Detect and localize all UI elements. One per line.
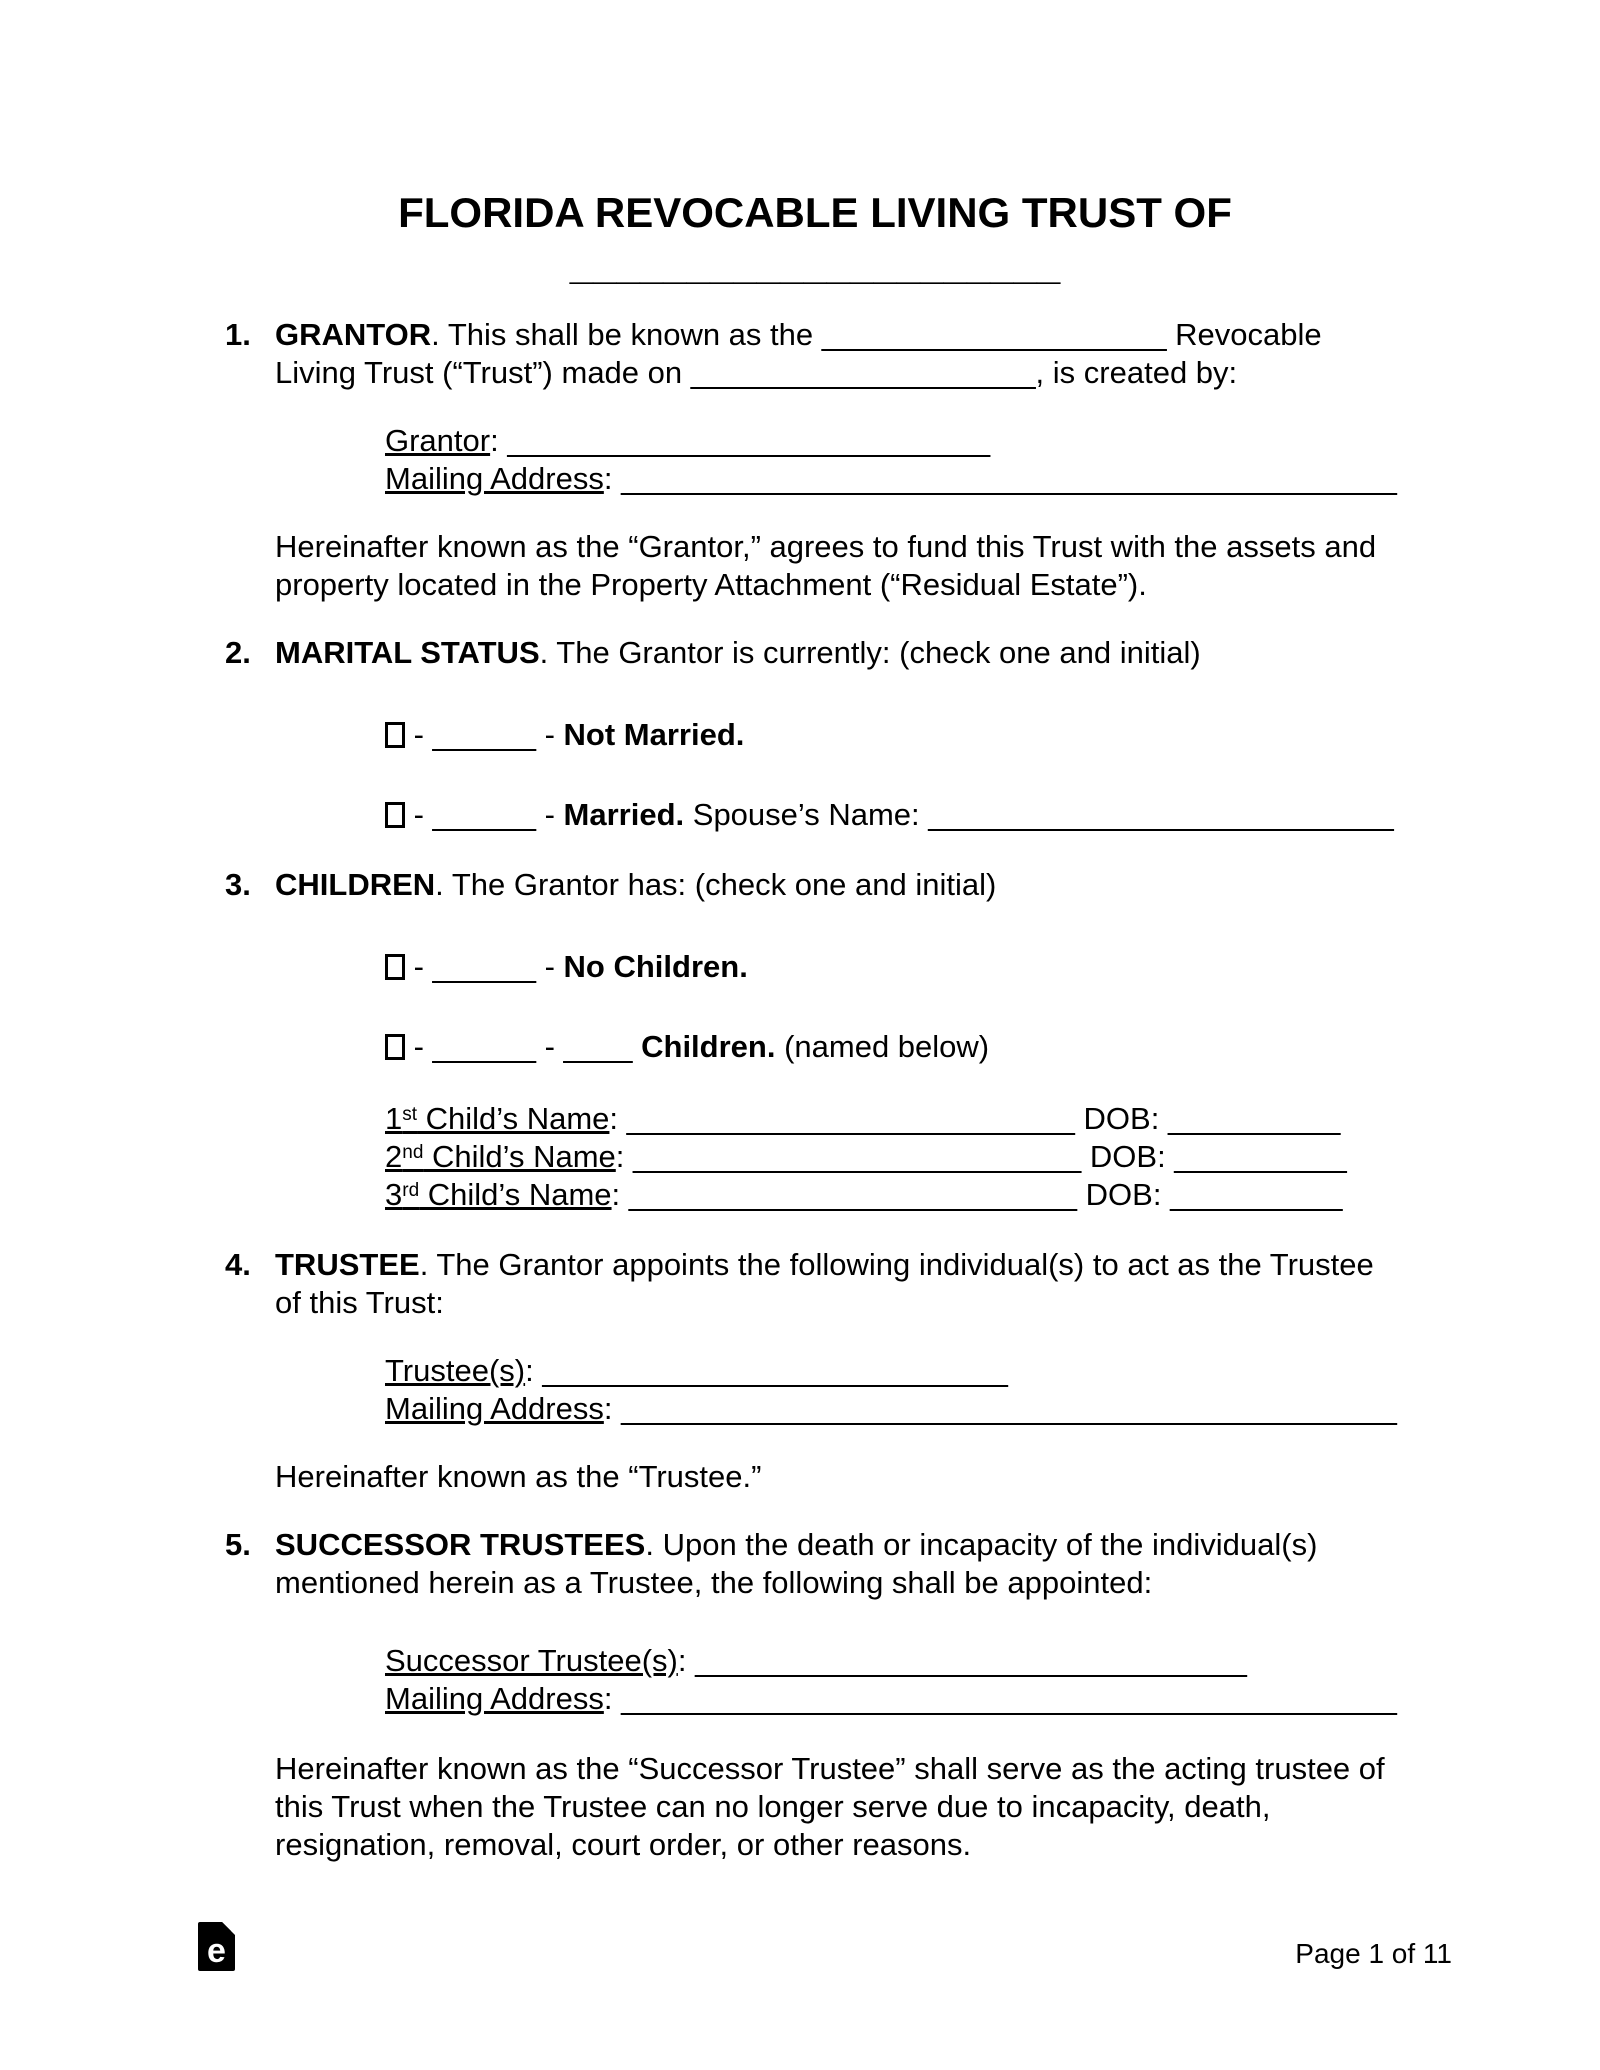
eforms-logo — [198, 1922, 235, 1971]
section-1-text-line2[interactable]: Living Trust (“Trust”) made on ____________________, is created by: — [275, 355, 1238, 390]
section-4-text-line2: of this Trust: — [275, 1285, 444, 1320]
grantor-note-line2: property located in the Property Attachment (“Residual Estate”). — [275, 567, 1147, 602]
successor-trustee-label: Successor Trustee(s) — [385, 1643, 678, 1678]
section-5-heading: SUCCESSOR TRUSTEES — [275, 1527, 646, 1562]
child-3-dob-blank[interactable]: __________ — [1170, 1177, 1343, 1212]
section-1-text-line1[interactable]: . This shall be known as the ____________________ Revocable — [431, 317, 1322, 352]
section-1-grantor — [225, 316, 1405, 392]
child-2-name-blank[interactable]: __________________________ — [633, 1139, 1082, 1174]
child-3-name-blank[interactable]: __________________________ — [628, 1177, 1078, 1212]
trustee-label: Trustee(s) — [385, 1353, 526, 1388]
trustee-mailing-label: Mailing Address — [385, 1391, 604, 1426]
child-2-dob-blank[interactable]: __________ — [1174, 1139, 1347, 1174]
trustee-fields — [385, 1352, 1405, 1428]
child-3-label: 3rd Child’s Name — [385, 1177, 612, 1212]
page-fold-flap-icon — [222, 1922, 231, 1931]
section-4-trustee — [225, 1246, 1405, 1322]
trustee-field-row — [385, 1352, 1405, 1390]
married-label: Married. — [563, 797, 685, 832]
title-blank-line[interactable]: _____________________ — [569, 241, 1061, 288]
section-3-number: 3. — [225, 867, 251, 902]
child-1-name-blank[interactable]: __________________________ — [626, 1101, 1075, 1136]
section-4-heading: TRUSTEE — [275, 1247, 420, 1282]
option-married — [385, 796, 1405, 834]
section-1-heading: GRANTOR — [275, 317, 432, 352]
trustee-colon: : — [525, 1353, 543, 1388]
section-3-text: . The Grantor has: (check one and initial) — [435, 867, 997, 902]
children-name-rows — [385, 1100, 1405, 1214]
child-2-dob-label: DOB: — [1081, 1139, 1175, 1174]
child-3-dob-label: DOB: — [1077, 1177, 1171, 1212]
section-2-heading: MARITAL STATUS — [275, 635, 540, 670]
child-2-label: 2nd Child’s Name — [385, 1139, 616, 1174]
trustee-mailing-blank-line[interactable]: _____________________________________________ — [621, 1391, 1397, 1426]
children-label: Children. — [641, 1029, 776, 1064]
section-5-text-line2: mentioned herein as a Trustee, the following shall be appointed: — [275, 1565, 1153, 1600]
trustee-mailing-colon: : — [603, 1391, 622, 1426]
not-married-initial-blank[interactable]: - ______ - — [405, 717, 564, 752]
successor-mailing-colon: : — [603, 1681, 622, 1716]
section-5-number: 5. — [225, 1527, 251, 1562]
successor-note-line3: resignation, removal, court order, or other reasons. — [275, 1827, 972, 1862]
section-5-successor-trustees — [225, 1526, 1405, 1602]
successor-trustee-field-row — [385, 1642, 1405, 1680]
child-row-3 — [385, 1176, 1405, 1214]
child-row-1 — [385, 1100, 1405, 1138]
successor-mailing-blank-line[interactable]: _____________________________________________ — [621, 1681, 1397, 1716]
section-2-number: 2. — [225, 635, 251, 670]
successor-note-line1: Hereinafter known as the “Successor Trustee” shall serve as the acting trustee of — [275, 1751, 1385, 1786]
child-1-label: 1st Child’s Name — [385, 1101, 610, 1136]
grantor-mailing-label: Mailing Address — [385, 461, 604, 496]
page-title: FLORIDA REVOCABLE LIVING TRUST OF — [398, 189, 1232, 236]
section-5-text-line1: . Upon the death or incapacity of the individual(s) — [645, 1527, 1318, 1562]
grantor-fields — [385, 422, 1405, 498]
grantor-label: Grantor — [385, 423, 491, 458]
grantor-colon: : — [490, 423, 508, 458]
grantor-field-row — [385, 422, 1405, 460]
checkbox-not-married[interactable] — [385, 722, 405, 748]
section-4-number: 4. — [225, 1247, 251, 1282]
successor-mailing-row — [385, 1680, 1405, 1718]
section-1-number: 1. — [225, 317, 251, 352]
child-1-dob-label: DOB: — [1074, 1101, 1168, 1136]
spouse-name-blank-line[interactable]: Spouse’s Name: ___________________________ — [684, 797, 1394, 832]
no-children-label: No Children. — [563, 949, 748, 984]
checkbox-married[interactable] — [385, 802, 405, 828]
children-named-below-text: (named below) — [775, 1029, 990, 1064]
checkbox-has-children[interactable] — [385, 1034, 405, 1060]
successor-trustee-fields — [385, 1642, 1405, 1718]
no-children-initial-blank[interactable]: - ______ - — [405, 949, 564, 984]
grantor-mailing-row — [385, 460, 1405, 498]
child-1-dob-blank[interactable]: __________ — [1167, 1101, 1341, 1136]
grantor-note-paragraph — [225, 528, 1405, 604]
section-2-marital-status — [225, 634, 1405, 672]
children-count-blank[interactable]: - ______ - ____ — [405, 1029, 642, 1064]
child-3-colon: : — [611, 1177, 629, 1212]
successor-trustee-colon: : — [677, 1643, 696, 1678]
grantor-blank-line[interactable]: ____________________________ — [507, 423, 991, 458]
trustee-note-paragraph: Hereinafter known as the “Trustee.” — [275, 1459, 762, 1494]
not-married-label: Not Married. — [563, 717, 745, 752]
eforms-logo-letter: e — [207, 1932, 226, 1970]
trustee-blank-line[interactable]: ___________________________ — [542, 1353, 1008, 1388]
section-2-text: . The Grantor is currently: (check one and initial) — [539, 635, 1201, 670]
successor-mailing-label: Mailing Address — [385, 1681, 604, 1716]
page-number: Page 1 of 11 — [1295, 1938, 1452, 1969]
child-row-2 — [385, 1138, 1405, 1176]
section-3-heading: CHILDREN — [275, 867, 436, 902]
section-4-text-line1: . The Grantor appoints the following individual(s) to act as the Trustee — [419, 1247, 1374, 1282]
child-2-colon: : — [615, 1139, 634, 1174]
grantor-mailing-colon: : — [603, 461, 622, 496]
option-has-children — [385, 1028, 1405, 1066]
option-not-married — [385, 716, 1405, 754]
checkbox-no-children[interactable] — [385, 954, 405, 980]
successor-note-line2: this Trust when the Trustee can no longer serve due to incapacity, death, — [275, 1789, 1271, 1824]
successor-trustee-blank-line[interactable]: ________________________________ — [695, 1643, 1247, 1678]
child-1-colon: : — [609, 1101, 627, 1136]
option-no-children — [385, 948, 1405, 986]
grantor-note-line1: Hereinafter known as the “Grantor,” agrees to fund this Trust with the assets and — [275, 529, 1377, 564]
grantor-mailing-blank-line[interactable]: _____________________________________________ — [621, 461, 1397, 496]
successor-note-paragraph — [225, 1750, 1405, 1864]
trustee-mailing-row — [385, 1390, 1405, 1428]
married-initial-blank[interactable]: - ______ - — [405, 797, 564, 832]
section-3-children — [225, 866, 1405, 904]
